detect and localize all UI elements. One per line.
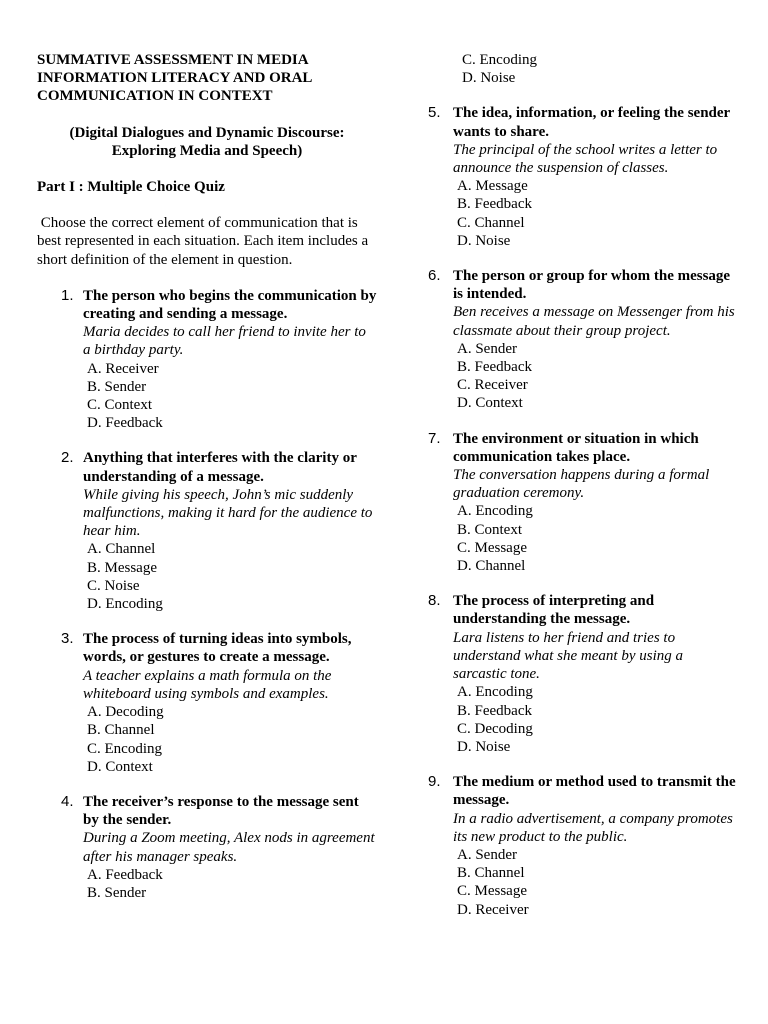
- answer-option: D. Context: [457, 395, 523, 412]
- question-text: Anything that interferes with the clarity or understanding of a message.: [83, 450, 357, 485]
- answer-option: D. Noise: [457, 232, 511, 249]
- instructions: Choose the correct element of communication that is best represented in each situation. Each item includes a short definition of the element in question.: [37, 215, 372, 268]
- question-text: The medium or method used to transmit the message.: [453, 774, 736, 809]
- answer-option: A. Decoding: [87, 704, 164, 721]
- answer-option: C. Channel: [457, 214, 525, 231]
- question-scenario: Maria decides to call her friend to invite her to a birthday party.: [83, 324, 366, 359]
- answer-option: C. Noise: [87, 577, 140, 594]
- question-item-1: [37, 287, 377, 433]
- question-text: The environment or situation in which communication takes place.: [453, 430, 699, 465]
- answer-option: A. Sender: [457, 846, 517, 863]
- answer-option: A. Message: [457, 178, 528, 195]
- answer-option: A. Encoding: [457, 503, 533, 520]
- right-column: [428, 51, 740, 936]
- question-scenario: In a radio advertisement, a company promotes its new product to the public.: [453, 810, 733, 845]
- question-number: 9.: [428, 773, 441, 791]
- question-item-5: [428, 104, 740, 250]
- answer-option: A. Sender: [457, 340, 517, 357]
- answer-option: A. Feedback: [87, 866, 163, 883]
- question-scenario: The principal of the school writes a letter to announce the suspension of classes.: [453, 141, 718, 177]
- question-item-3: [37, 630, 377, 776]
- answer-option: C. Receiver: [457, 377, 528, 394]
- question-number: 1.: [61, 286, 74, 304]
- question-item-6: [428, 267, 740, 413]
- document-subtitle: (Digital Dialogues and Dynamic Discourse: Exploring Media and Speech): [69, 124, 345, 159]
- answer-option: D. Encoding: [87, 596, 163, 613]
- question-number: 6.: [428, 267, 441, 285]
- answer-option: C. Decoding: [457, 720, 533, 737]
- question-item-4: [37, 793, 377, 902]
- answer-option: D. Noise: [462, 70, 516, 87]
- question-item-7: [428, 430, 740, 576]
- answer-option: A. Channel: [87, 541, 156, 558]
- question-item-8: [428, 592, 740, 756]
- answer-option: D. Noise: [457, 738, 511, 755]
- question-item-2: [37, 449, 377, 613]
- continued-options: [428, 51, 740, 87]
- question-text: The process of interpreting and understanding the message.: [453, 593, 655, 628]
- answer-option: D. Channel: [457, 558, 526, 575]
- question-scenario: The conversation happens during a formal graduation ceremony.: [453, 467, 710, 502]
- answer-option: C. Context: [87, 397, 153, 414]
- part-heading: Part I : Multiple Choice Quiz: [37, 179, 225, 196]
- answer-option: B. Feedback: [457, 359, 532, 376]
- question-scenario: Ben receives a message on Messenger from his classmate about their group project.: [453, 304, 735, 339]
- answer-option: C. Encoding: [87, 740, 162, 757]
- question-scenario: While giving his speech, John’s mic suddenly malfunctions, making it hard for the audience to hear him.: [83, 486, 373, 540]
- question-number: 2.: [61, 449, 74, 467]
- answer-option: C. Message: [457, 539, 527, 556]
- answer-option: D. Feedback: [87, 415, 163, 432]
- question-number: 8.: [428, 592, 441, 610]
- answer-option: B. Channel: [457, 865, 525, 882]
- question-number: 5.: [428, 104, 441, 122]
- answer-option: B. Sender: [87, 378, 147, 395]
- question-text: The person or group for whom the message is intended.: [453, 268, 731, 303]
- question-scenario: A teacher explains a math formula on the whiteboard using symbols and examples.: [83, 667, 332, 702]
- question-text: The idea, information, or feeling the sender wants to share.: [453, 105, 730, 140]
- answer-option: B. Sender: [87, 884, 147, 901]
- answer-option: B. Feedback: [457, 702, 532, 719]
- document-title: SUMMATIVE ASSESSMENT IN MEDIA INFORMATION LITERACY AND ORAL COMMUNICATION IN CONTEXT: [37, 52, 312, 105]
- answer-option: B. Feedback: [457, 196, 532, 213]
- answer-option: B. Channel: [87, 722, 155, 739]
- answer-option: C. Encoding: [462, 52, 537, 68]
- question-text: The process of turning ideas into symbols, words, or gestures to create a message.: [83, 631, 352, 666]
- answer-option: C. Message: [457, 883, 527, 900]
- left-column: [37, 51, 377, 919]
- question-list-left: [37, 287, 377, 902]
- question-scenario: Lara listens to her friend and tries to understand what she meant by using a sarcastic tone.: [453, 629, 683, 683]
- question-item-9: [428, 773, 740, 919]
- question-list-right: [428, 104, 740, 918]
- answer-option: A. Receiver: [87, 360, 159, 377]
- question-number: 3.: [61, 630, 74, 648]
- question-text: The receiver’s response to the message sent by the sender.: [83, 793, 359, 829]
- answer-option: D. Context: [87, 758, 153, 775]
- answer-option: B. Context: [457, 521, 523, 538]
- question-text: The person who begins the communication by creating and sending a message.: [83, 287, 377, 323]
- answer-option: B. Message: [87, 559, 157, 576]
- answer-option: D. Receiver: [457, 901, 529, 918]
- question-number: 4.: [61, 792, 74, 810]
- answer-option: A. Encoding: [457, 684, 533, 701]
- question-scenario: During a Zoom meeting, Alex nods in agreement after his manager speaks.: [83, 830, 375, 865]
- question-number: 7.: [428, 429, 441, 447]
